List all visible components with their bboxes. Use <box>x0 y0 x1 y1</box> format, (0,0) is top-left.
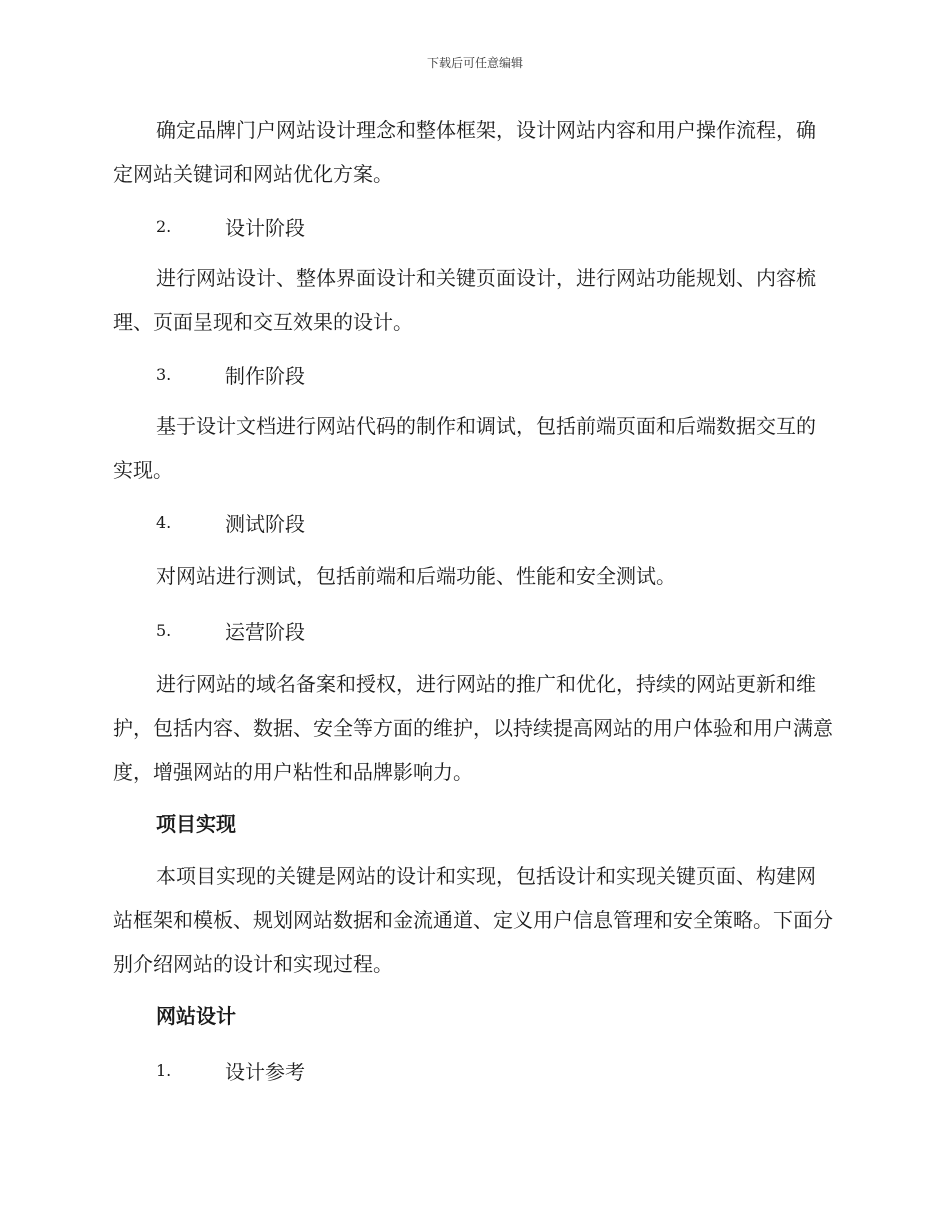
list-item-operation-stage <box>113 608 833 652</box>
list-number: 4. <box>156 512 172 532</box>
paragraph-intro: 确定品牌门户网站设计理念和整体框架，设计网站内容和用户操作流程，确定网站关键词和网站优化方案。 <box>113 118 816 186</box>
list-label: 设计参考 <box>225 1059 305 1084</box>
section-heading-implementation: 项目实现 <box>156 812 236 836</box>
list-number: 5. <box>156 620 172 640</box>
paragraph-production: 基于设计文档进行网站代码的制作和调试，包括前端页面和后端数据交互的实现。 <box>113 414 816 482</box>
page-header: 下载后可任意编辑 <box>426 56 523 70</box>
paragraph-testing: 对网站进行测试，包括前端和后端功能、性能和安全测试。 <box>156 564 676 588</box>
paragraph-design: 进行网站设计、整体界面设计和关键页面设计，进行网站功能规划、内容梳理、页面呈现和交互效果的设计。 <box>113 266 816 334</box>
section-heading-website-design: 网站设计 <box>156 1004 236 1028</box>
document-body <box>113 108 833 1092</box>
list-item-design-stage <box>113 204 833 248</box>
list-label: 测试阶段 <box>225 511 305 536</box>
list-number: 1. <box>156 1060 172 1080</box>
list-label: 设计阶段 <box>225 215 305 240</box>
list-number: 3. <box>156 364 172 384</box>
paragraph-implementation: 本项目实现的关键是网站的设计和实现，包括设计和实现关键页面、构建网站框架和模板、规划网站数据和金流通道、定义用户信息管理和安全策略。下面分别介绍网站的设计和实现过程。 <box>113 864 833 976</box>
list-item-production-stage <box>113 352 833 396</box>
list-label: 运营阶段 <box>225 619 305 644</box>
paragraph-operation: 进行网站的域名备案和授权，进行网站的推广和优化，持续的网站更新和维护，包括内容、数据、安全等方面的维护，以持续提高网站的用户体验和用户满意度，增强网站的用户粘性和品牌影响力。 <box>113 672 833 784</box>
list-label: 制作阶段 <box>225 363 305 388</box>
list-item-design-reference <box>113 1048 833 1092</box>
list-item-testing-stage <box>113 500 833 544</box>
list-number: 2. <box>156 216 172 236</box>
